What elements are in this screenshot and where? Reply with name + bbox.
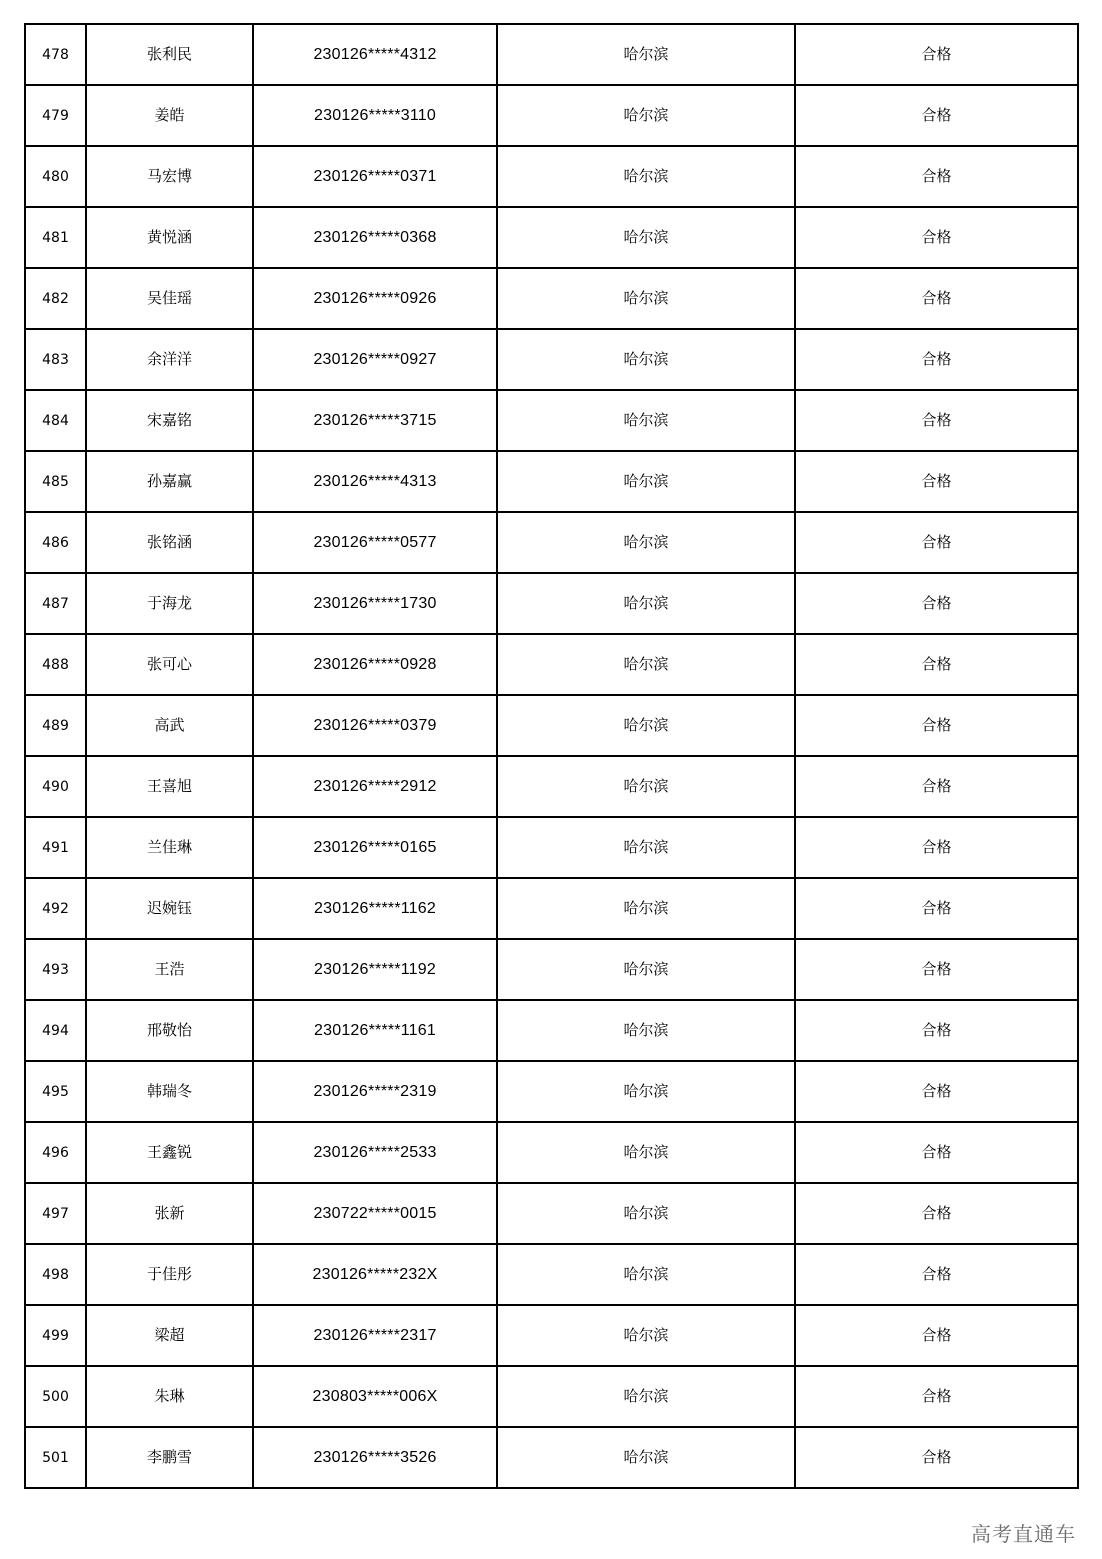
cell-id-number: 230126*****232X [253, 1244, 497, 1305]
cell-result: 合格 [795, 817, 1078, 878]
cell-number: 488 [25, 634, 86, 695]
cell-number: 493 [25, 939, 86, 1000]
cell-number: 490 [25, 756, 86, 817]
cell-city: 哈尔滨 [497, 939, 795, 1000]
cell-number: 486 [25, 512, 86, 573]
cell-city: 哈尔滨 [497, 573, 795, 634]
cell-result: 合格 [795, 512, 1078, 573]
cell-id-number: 230126*****3110 [253, 85, 497, 146]
cell-id-number: 230126*****0926 [253, 268, 497, 329]
cell-id-number: 230126*****1161 [253, 1000, 497, 1061]
cell-name: 王浩 [86, 939, 253, 1000]
cell-name: 迟婉钰 [86, 878, 253, 939]
cell-id-number: 230126*****3715 [253, 390, 497, 451]
table-row [25, 1427, 1078, 1488]
records-table [24, 23, 1079, 1489]
cell-result: 合格 [795, 390, 1078, 451]
cell-result: 合格 [795, 1061, 1078, 1122]
cell-name: 马宏博 [86, 146, 253, 207]
cell-city: 哈尔滨 [497, 1122, 795, 1183]
cell-id-number: 230722*****0015 [253, 1183, 497, 1244]
cell-number: 480 [25, 146, 86, 207]
cell-id-number: 230126*****1162 [253, 878, 497, 939]
cell-name: 兰佳琳 [86, 817, 253, 878]
cell-number: 498 [25, 1244, 86, 1305]
cell-city: 哈尔滨 [497, 756, 795, 817]
cell-city: 哈尔滨 [497, 329, 795, 390]
cell-result: 合格 [795, 1244, 1078, 1305]
cell-number: 484 [25, 390, 86, 451]
cell-id-number: 230126*****1192 [253, 939, 497, 1000]
cell-number: 481 [25, 207, 86, 268]
cell-name: 梁超 [86, 1305, 253, 1366]
cell-name: 余洋洋 [86, 329, 253, 390]
cell-id-number: 230126*****0165 [253, 817, 497, 878]
table-row [25, 1244, 1078, 1305]
table-row [25, 451, 1078, 512]
records-table-body [25, 24, 1078, 1488]
cell-city: 哈尔滨 [497, 695, 795, 756]
cell-name: 王喜旭 [86, 756, 253, 817]
table-row [25, 1183, 1078, 1244]
cell-id-number: 230126*****0928 [253, 634, 497, 695]
cell-id-number: 230126*****2912 [253, 756, 497, 817]
cell-number: 500 [25, 1366, 86, 1427]
cell-result: 合格 [795, 24, 1078, 85]
cell-result: 合格 [795, 878, 1078, 939]
cell-id-number: 230126*****3526 [253, 1427, 497, 1488]
cell-city: 哈尔滨 [497, 146, 795, 207]
cell-city: 哈尔滨 [497, 817, 795, 878]
cell-id-number: 230126*****0577 [253, 512, 497, 573]
cell-number: 479 [25, 85, 86, 146]
cell-name: 张可心 [86, 634, 253, 695]
cell-result: 合格 [795, 207, 1078, 268]
cell-id-number: 230126*****2319 [253, 1061, 497, 1122]
cell-number: 478 [25, 24, 86, 85]
cell-result: 合格 [795, 1000, 1078, 1061]
cell-id-number: 230126*****4313 [253, 451, 497, 512]
table-row [25, 1305, 1078, 1366]
cell-name: 于佳彤 [86, 1244, 253, 1305]
cell-number: 499 [25, 1305, 86, 1366]
table-row [25, 24, 1078, 85]
table-row [25, 85, 1078, 146]
cell-number: 489 [25, 695, 86, 756]
cell-result: 合格 [795, 1366, 1078, 1427]
table-row [25, 207, 1078, 268]
cell-result: 合格 [795, 329, 1078, 390]
cell-id-number: 230126*****2533 [253, 1122, 497, 1183]
cell-name: 孙嘉赢 [86, 451, 253, 512]
cell-id-number: 230126*****0379 [253, 695, 497, 756]
cell-city: 哈尔滨 [497, 878, 795, 939]
cell-result: 合格 [795, 1427, 1078, 1488]
cell-number: 482 [25, 268, 86, 329]
cell-result: 合格 [795, 756, 1078, 817]
watermark-text: 高考直通车 [971, 1522, 1076, 1546]
cell-result: 合格 [795, 451, 1078, 512]
cell-result: 合格 [795, 1122, 1078, 1183]
table-row [25, 1366, 1078, 1427]
table-row [25, 146, 1078, 207]
cell-result: 合格 [795, 695, 1078, 756]
table-row [25, 512, 1078, 573]
cell-city: 哈尔滨 [497, 1061, 795, 1122]
cell-city: 哈尔滨 [497, 85, 795, 146]
table-row [25, 695, 1078, 756]
cell-number: 485 [25, 451, 86, 512]
cell-city: 哈尔滨 [497, 207, 795, 268]
cell-id-number: 230126*****0368 [253, 207, 497, 268]
cell-city: 哈尔滨 [497, 1244, 795, 1305]
cell-number: 497 [25, 1183, 86, 1244]
cell-name: 张铭涵 [86, 512, 253, 573]
cell-city: 哈尔滨 [497, 390, 795, 451]
cell-number: 487 [25, 573, 86, 634]
cell-name: 朱琳 [86, 1366, 253, 1427]
cell-name: 于海龙 [86, 573, 253, 634]
table-row [25, 939, 1078, 1000]
cell-number: 492 [25, 878, 86, 939]
table-row [25, 573, 1078, 634]
table-row [25, 634, 1078, 695]
cell-city: 哈尔滨 [497, 634, 795, 695]
cell-id-number: 230126*****0927 [253, 329, 497, 390]
cell-name: 王鑫锐 [86, 1122, 253, 1183]
table-row [25, 390, 1078, 451]
cell-id-number: 230126*****4312 [253, 24, 497, 85]
cell-result: 合格 [795, 146, 1078, 207]
cell-name: 高武 [86, 695, 253, 756]
table-row [25, 878, 1078, 939]
cell-city: 哈尔滨 [497, 1183, 795, 1244]
cell-city: 哈尔滨 [497, 268, 795, 329]
cell-city: 哈尔滨 [497, 24, 795, 85]
cell-name: 宋嘉铭 [86, 390, 253, 451]
cell-number: 483 [25, 329, 86, 390]
cell-city: 哈尔滨 [497, 451, 795, 512]
cell-result: 合格 [795, 573, 1078, 634]
cell-city: 哈尔滨 [497, 1000, 795, 1061]
cell-name: 韩瑞冬 [86, 1061, 253, 1122]
table-row [25, 329, 1078, 390]
cell-number: 491 [25, 817, 86, 878]
cell-result: 合格 [795, 1183, 1078, 1244]
cell-number: 494 [25, 1000, 86, 1061]
cell-id-number: 230126*****0371 [253, 146, 497, 207]
cell-id-number: 230803*****006X [253, 1366, 497, 1427]
cell-name: 姜皓 [86, 85, 253, 146]
cell-name: 张新 [86, 1183, 253, 1244]
cell-result: 合格 [795, 1305, 1078, 1366]
cell-city: 哈尔滨 [497, 1427, 795, 1488]
cell-result: 合格 [795, 268, 1078, 329]
cell-name: 张利民 [86, 24, 253, 85]
table-row [25, 756, 1078, 817]
table-row [25, 817, 1078, 878]
cell-name: 邢敬怡 [86, 1000, 253, 1061]
cell-number: 495 [25, 1061, 86, 1122]
cell-name: 黄悦涵 [86, 207, 253, 268]
cell-number: 501 [25, 1427, 86, 1488]
table-row [25, 1000, 1078, 1061]
cell-id-number: 230126*****2317 [253, 1305, 497, 1366]
cell-result: 合格 [795, 634, 1078, 695]
cell-number: 496 [25, 1122, 86, 1183]
cell-result: 合格 [795, 939, 1078, 1000]
cell-name: 李鹏雪 [86, 1427, 253, 1488]
cell-city: 哈尔滨 [497, 1366, 795, 1427]
table-row [25, 1061, 1078, 1122]
cell-city: 哈尔滨 [497, 1305, 795, 1366]
table-row [25, 268, 1078, 329]
cell-id-number: 230126*****1730 [253, 573, 497, 634]
cell-city: 哈尔滨 [497, 512, 795, 573]
cell-name: 吴佳瑶 [86, 268, 253, 329]
table-row [25, 1122, 1078, 1183]
cell-result: 合格 [795, 85, 1078, 146]
